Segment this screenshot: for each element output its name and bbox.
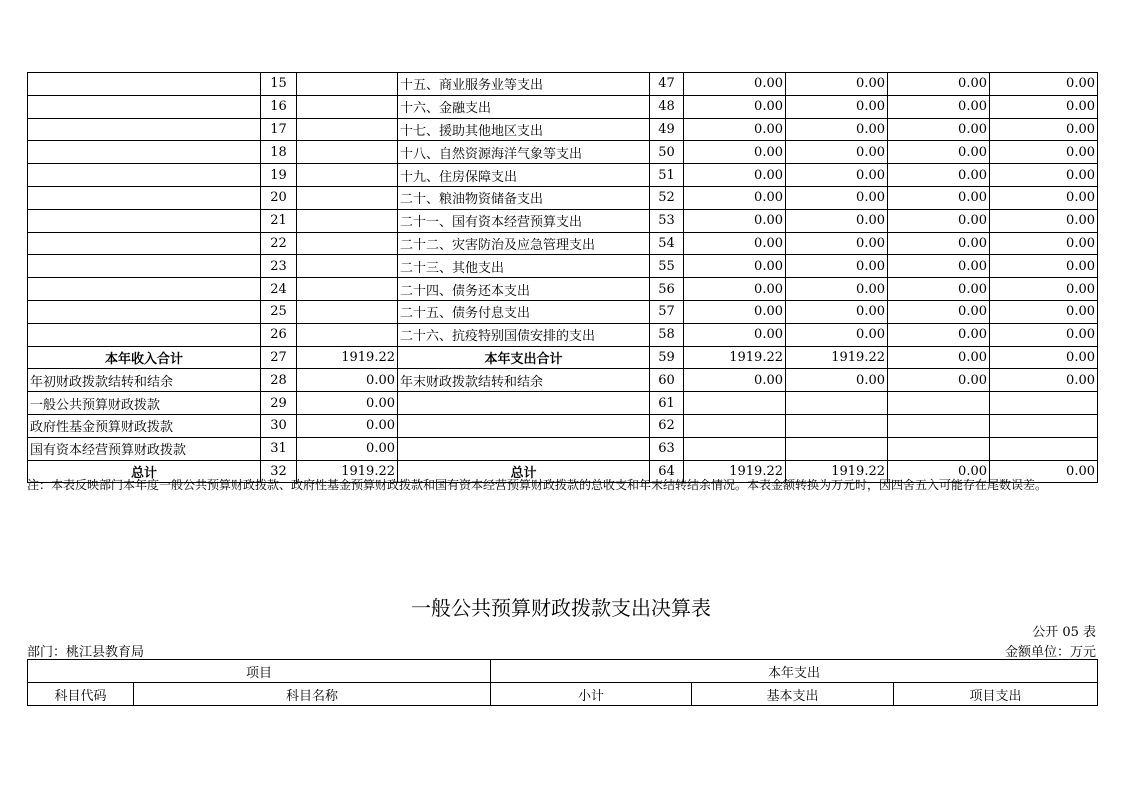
table-row xyxy=(28,141,1098,164)
expense-basic: 0.00 xyxy=(786,164,888,187)
expense-total: 0.00 xyxy=(684,73,786,96)
col-basic-expenditure: 基本支出 xyxy=(692,683,894,706)
income-amount xyxy=(297,278,398,301)
expense-total xyxy=(684,392,786,415)
expense-line-no: 49 xyxy=(650,118,684,141)
income-line-no: 20 xyxy=(261,186,297,209)
expense-line-no: 47 xyxy=(650,73,684,96)
expense-total: 0.00 xyxy=(684,278,786,301)
income-item xyxy=(28,95,261,118)
income-item xyxy=(28,255,261,278)
table-row xyxy=(28,414,1098,437)
income-amount xyxy=(297,232,398,255)
income-line-no: 25 xyxy=(261,300,297,323)
expense-item: 二十六、抗疫特别国债安排的支出 xyxy=(398,323,650,346)
expense-project: 0.00 xyxy=(888,323,990,346)
income-amount: 0.00 xyxy=(297,392,398,415)
expense-basic: 0.00 xyxy=(786,369,888,392)
expense-other: 0.00 xyxy=(990,73,1098,96)
table-row xyxy=(28,392,1098,415)
expense-other: 0.00 xyxy=(990,346,1098,369)
income-item: 本年收入合计 xyxy=(28,346,261,369)
unit-label: 金额单位：万元 xyxy=(1004,645,1096,660)
expense-basic xyxy=(786,437,888,460)
page-title: 一般公共预算财政拨款支出决算表 xyxy=(411,596,711,620)
income-line-no: 18 xyxy=(261,141,297,164)
income-line-no: 32 xyxy=(261,460,297,483)
expense-project: 0.00 xyxy=(888,118,990,141)
expense-line-no: 60 xyxy=(650,369,684,392)
expense-other: 0.00 xyxy=(990,460,1098,483)
expense-basic: 0.00 xyxy=(786,118,888,141)
income-line-no: 24 xyxy=(261,278,297,301)
table-row xyxy=(28,118,1098,141)
expense-item: 总计 xyxy=(398,460,650,483)
fiscal-summary-table xyxy=(27,72,1098,483)
expense-item: 十八、自然资源海洋气象等支出 xyxy=(398,141,650,164)
expense-project: 0.00 xyxy=(888,232,990,255)
income-line-no: 30 xyxy=(261,414,297,437)
expense-other: 0.00 xyxy=(990,164,1098,187)
income-line-no: 15 xyxy=(261,73,297,96)
expense-item xyxy=(398,392,650,415)
expense-total: 1919.22 xyxy=(684,346,786,369)
expense-line-no: 61 xyxy=(650,392,684,415)
income-amount xyxy=(297,186,398,209)
expense-item: 十六、金融支出 xyxy=(398,95,650,118)
expense-project xyxy=(888,414,990,437)
expense-line-no: 53 xyxy=(650,209,684,232)
expense-line-no: 59 xyxy=(650,346,684,369)
income-item: 国有资本经营预算财政拨款 xyxy=(28,437,261,460)
expense-line-no: 55 xyxy=(650,255,684,278)
income-line-no: 28 xyxy=(261,369,297,392)
expense-item: 二十四、债务还本支出 xyxy=(398,278,650,301)
income-amount xyxy=(297,323,398,346)
expense-total: 0.00 xyxy=(684,232,786,255)
expense-line-no: 64 xyxy=(650,460,684,483)
expense-total: 1919.22 xyxy=(684,460,786,483)
expense-other xyxy=(990,392,1098,415)
table-row xyxy=(28,369,1098,392)
expense-project: 0.00 xyxy=(888,255,990,278)
income-line-no: 26 xyxy=(261,323,297,346)
expense-project: 0.00 xyxy=(888,186,990,209)
expense-project xyxy=(888,437,990,460)
expense-basic: 0.00 xyxy=(786,278,888,301)
income-line-no: 29 xyxy=(261,392,297,415)
income-item: 政府性基金预算财政拨款 xyxy=(28,414,261,437)
expense-line-no: 56 xyxy=(650,278,684,301)
expense-basic: 0.00 xyxy=(786,209,888,232)
income-item xyxy=(28,278,261,301)
income-item xyxy=(28,73,261,96)
table-row xyxy=(28,232,1098,255)
expense-project: 0.00 xyxy=(888,95,990,118)
income-amount xyxy=(297,300,398,323)
expense-basic: 1919.22 xyxy=(786,460,888,483)
expense-project: 0.00 xyxy=(888,209,990,232)
table-row xyxy=(28,186,1098,209)
expense-total: 0.00 xyxy=(684,300,786,323)
expense-line-no: 51 xyxy=(650,164,684,187)
expense-project: 0.00 xyxy=(888,164,990,187)
expense-project: 0.00 xyxy=(888,300,990,323)
income-amount: 0.00 xyxy=(297,369,398,392)
table-row xyxy=(28,300,1098,323)
income-amount xyxy=(297,209,398,232)
col-subtotal: 小计 xyxy=(491,683,692,706)
table-row xyxy=(28,164,1098,187)
income-item xyxy=(28,323,261,346)
table-row xyxy=(28,95,1098,118)
expense-item: 二十五、债务付息支出 xyxy=(398,300,650,323)
department-label: 部门：桃江县教育局 xyxy=(27,645,145,660)
expenditure-table-header xyxy=(27,659,1098,706)
expense-total: 0.00 xyxy=(684,164,786,187)
expense-other: 0.00 xyxy=(990,141,1098,164)
income-amount xyxy=(297,73,398,96)
expense-basic: 0.00 xyxy=(786,323,888,346)
table-row xyxy=(28,346,1098,369)
income-item: 一般公共预算财政拨款 xyxy=(28,392,261,415)
expense-total: 0.00 xyxy=(684,255,786,278)
expense-other: 0.00 xyxy=(990,186,1098,209)
expense-basic: 0.00 xyxy=(786,255,888,278)
table-row xyxy=(28,73,1098,96)
col-project-expenditure: 项目支出 xyxy=(894,683,1098,706)
expense-other: 0.00 xyxy=(990,255,1098,278)
income-line-no: 23 xyxy=(261,255,297,278)
expense-project: 0.00 xyxy=(888,460,990,483)
expense-line-no: 52 xyxy=(650,186,684,209)
income-amount xyxy=(297,141,398,164)
expense-other xyxy=(990,414,1098,437)
expense-total: 0.00 xyxy=(684,323,786,346)
expense-project xyxy=(888,392,990,415)
income-line-no: 17 xyxy=(261,118,297,141)
expense-item: 十九、住房保障支出 xyxy=(398,164,650,187)
expense-basic: 0.00 xyxy=(786,95,888,118)
income-amount xyxy=(297,164,398,187)
expense-item: 十五、商业服务业等支出 xyxy=(398,73,650,96)
expense-basic: 0.00 xyxy=(786,141,888,164)
expense-total xyxy=(684,437,786,460)
expense-line-no: 58 xyxy=(650,323,684,346)
expense-total: 0.00 xyxy=(684,95,786,118)
income-amount: 1919.22 xyxy=(297,346,398,369)
expense-basic: 0.00 xyxy=(786,232,888,255)
income-line-no: 31 xyxy=(261,437,297,460)
expense-line-no: 62 xyxy=(650,414,684,437)
expense-total xyxy=(684,414,786,437)
income-amount xyxy=(297,255,398,278)
expense-other: 0.00 xyxy=(990,232,1098,255)
income-item xyxy=(28,300,261,323)
table-row xyxy=(28,278,1098,301)
header-year-expenditure: 本年支出 xyxy=(491,660,1098,683)
expense-basic xyxy=(786,414,888,437)
expense-project: 0.00 xyxy=(888,346,990,369)
table-row xyxy=(28,209,1098,232)
expense-line-no: 50 xyxy=(650,141,684,164)
expense-line-no: 48 xyxy=(650,95,684,118)
expense-project: 0.00 xyxy=(888,141,990,164)
income-line-no: 16 xyxy=(261,95,297,118)
income-item xyxy=(28,118,261,141)
col-subject-name: 科目名称 xyxy=(134,683,491,706)
expense-other xyxy=(990,437,1098,460)
table-row xyxy=(28,255,1098,278)
income-line-no: 21 xyxy=(261,209,297,232)
expense-item: 本年支出合计 xyxy=(398,346,650,369)
expense-basic xyxy=(786,392,888,415)
income-item xyxy=(28,164,261,187)
expense-other: 0.00 xyxy=(990,369,1098,392)
expense-basic: 0.00 xyxy=(786,300,888,323)
income-item: 年初财政拨款结转和结余 xyxy=(28,369,261,392)
header-item: 项目 xyxy=(28,660,491,683)
income-amount: 0.00 xyxy=(297,437,398,460)
expense-item: 二十二、灾害防治及应急管理支出 xyxy=(398,232,650,255)
expense-total: 0.00 xyxy=(684,141,786,164)
income-item xyxy=(28,141,261,164)
expense-total: 0.00 xyxy=(684,118,786,141)
expense-item: 二十一、国有资本经营预算支出 xyxy=(398,209,650,232)
income-item: 总计 xyxy=(28,460,261,483)
income-item xyxy=(28,209,261,232)
income-line-no: 19 xyxy=(261,164,297,187)
expense-basic: 0.00 xyxy=(786,186,888,209)
expense-total: 0.00 xyxy=(684,186,786,209)
income-item xyxy=(28,186,261,209)
expense-other: 0.00 xyxy=(990,278,1098,301)
expense-line-no: 54 xyxy=(650,232,684,255)
expense-other: 0.00 xyxy=(990,95,1098,118)
expense-project: 0.00 xyxy=(888,278,990,301)
expense-line-no: 57 xyxy=(650,300,684,323)
table-row xyxy=(28,323,1098,346)
expense-project: 0.00 xyxy=(888,369,990,392)
expense-line-no: 63 xyxy=(650,437,684,460)
expense-item xyxy=(398,437,650,460)
col-subject-code: 科目代码 xyxy=(28,683,134,706)
expense-other: 0.00 xyxy=(990,300,1098,323)
income-item xyxy=(28,232,261,255)
expense-basic: 0.00 xyxy=(786,73,888,96)
expense-total: 0.00 xyxy=(684,209,786,232)
income-amount: 0.00 xyxy=(297,414,398,437)
expense-item xyxy=(398,414,650,437)
expense-basic: 1919.22 xyxy=(786,346,888,369)
expense-item: 十七、援助其他地区支出 xyxy=(398,118,650,141)
income-line-no: 22 xyxy=(261,232,297,255)
expense-item: 年末财政拨款结转和结余 xyxy=(398,369,650,392)
form-code: 公开 05 表 xyxy=(1032,625,1096,640)
expense-total: 0.00 xyxy=(684,369,786,392)
expense-other: 0.00 xyxy=(990,118,1098,141)
table-row xyxy=(28,437,1098,460)
income-amount xyxy=(297,118,398,141)
expense-item: 二十、粮油物资储备支出 xyxy=(398,186,650,209)
expense-item: 二十三、其他支出 xyxy=(398,255,650,278)
income-amount xyxy=(297,95,398,118)
income-amount: 1919.22 xyxy=(297,460,398,483)
expense-other: 0.00 xyxy=(990,323,1098,346)
expense-project: 0.00 xyxy=(888,73,990,96)
table-note: 注：本表反映部门本年度一般公共预算财政拨款、政府性基金预算财政拨款和国有资本经营预算财政拨款的总收支和年末结转结余情况。本表金额转换为万元时，因四舍五入可能存在尾数误差。 xyxy=(27,478,1048,492)
income-line-no: 27 xyxy=(261,346,297,369)
expense-other: 0.00 xyxy=(990,209,1098,232)
